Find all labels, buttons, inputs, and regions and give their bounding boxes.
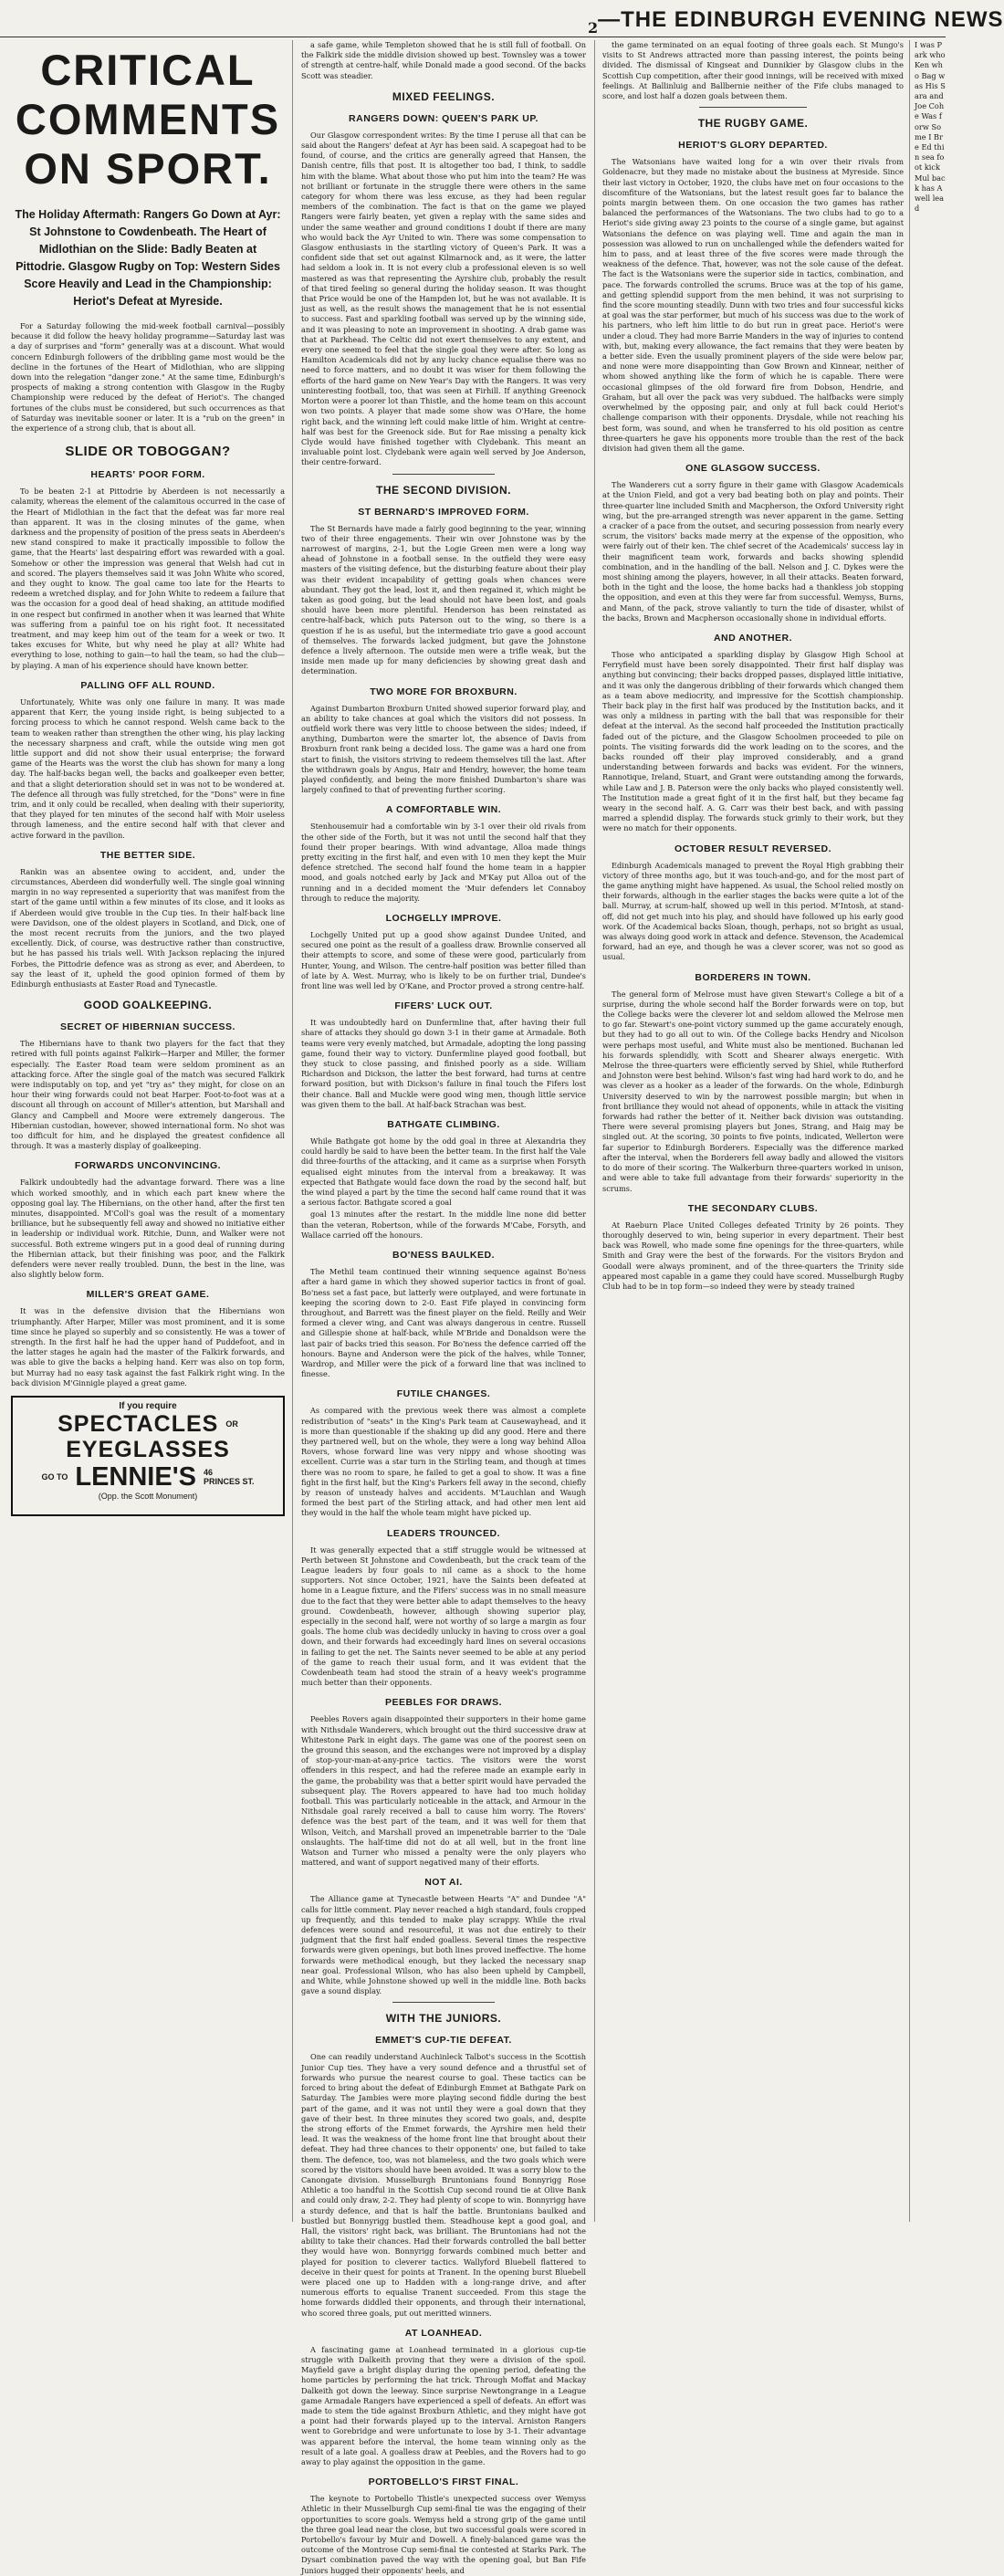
- sub-heading: HEARTS' POOR FORM.: [90, 469, 205, 481]
- sub-heading: FORWARDS UNCONVINCING.: [74, 1160, 222, 1172]
- article-paragraph: It was undoubtedly hard on Dunfermline that, after having their full share of attacks they should go down 3-1 in their game at Armadale. Both teams were very evenly matched, but Armadale, adopting the long passing game, found their way to victory. Dunfermline played good football, but they stuck to close passing, and finished poorly as a side. William Richardson and Dickson, the latter the best forward, had turns at centre forward position, but with Dickson's failure in final touch the Fifers lost their chance. Ball and Muckle were good wing men, though little service was given them to the ball. At half-back Strachan was best.: [301, 1018, 586, 1109]
- ad-eyeglasses: EYEGLASSES: [66, 1437, 230, 1463]
- sub-heading: FUTILE CHANGES.: [396, 1388, 491, 1400]
- sub-heading: BATHGATE CLIMBING.: [387, 1119, 500, 1131]
- sub-heading: FIFERS' LUCK OUT.: [394, 1000, 493, 1012]
- ad-address-number: 46: [203, 1468, 213, 1478]
- divider: [392, 474, 495, 475]
- sub-heading: PORTOBELLO'S FIRST FINAL.: [368, 2477, 519, 2488]
- article-paragraph: Lochgelly United put up a good show against Dundee United, and secured one point as the result of a goalless draw. Brownlie conserved all their attempts to score, and some of these were good, particularly from Hunter, Young, and Wilson. The centre-half position was better filled than of late by A. West. Murray, who is likely to be on further trial, Dundee's front line was well led by O'Kane, and Proctor proved a strong centre-half.: [301, 930, 586, 991]
- sub-heading: NOT AI.: [424, 1877, 463, 1889]
- article-fragment: I was Park who Ken who Bag was His Sara and Joe Cohe Was forw Some I Bre Ed thin sea foot kick Mul back has A well lead: [915, 40, 946, 214]
- page-number: 2: [588, 19, 599, 37]
- article-paragraph: The Alliance game at Tynecastle between Hearts "A" and Dundee "A" calls for little comment. Play never reached a high standard, fouls cropped up frequently, and this tended to make play scrappy. While the rival defences were sound and resourceful, it was not due entirely to their judgment that the first half ended goalless. Several times the respective forwards were given openings, but both lines proved ineffective. The home forwards were methodical enough, but they lacked the necessary snap near goal. Professional Wilson, who has also been upheld by Campbell, and White, while Johnstone showed up well in the middle line. Both backs gave a sound display.: [301, 1894, 586, 1996]
- sub-heading: SECRET OF HIBERNIAN SUCCESS.: [60, 1021, 235, 1033]
- page-header: [0, 0, 1004, 37]
- article-paragraph: a safe game, while Templeton showed that he is still full of football. On the Falkirk side the middle division showed up best. Townsley was a tower of strength at centre-half, while Donald made a good second. Of the backs Scott was steadier.: [301, 40, 586, 80]
- article-paragraph: A fascinating game at Loanhead terminated in a glorious cup-tie struggle with Dalkeith proving that they were a division of the spoil. Mayfield gave a bright display during the opening period, defeating the home particles by performing the hat trick. Through Moffat and Mackay Dalkeith got down the leeway. Since surprise Newtongrange in a League game Armadale Rangers have experienced a spell of defeats. An effort was made to stem the tide against Broxburn Athletic, and they might have got a point had their forwards played up to the interval. Arniston Rangers went to Gorebridge and were unfortunate to lose by 3-1. Their advantage was apparent before the interval, the home team winning only as the result of a late goal. A goalless draw at Peebles, and the Rovers had to go away to play against the opposition in the game.: [301, 2344, 587, 2466]
- article-paragraph: While Bathgate got home by the odd goal in three at Alexandria they could hardly be said to have been the better team. In the first half the Vale did three-fourths of the attacking, and it came as a surprise when Forsyth equalised eight minutes from the interval from a breakaway. It was expected that Bathgate would face down the road by the second half, but the wind played a part by the time the second half came round that it was a serious factor. Bathgate scored a goal: [301, 1136, 586, 1208]
- sub-heading: AT LOANHEAD.: [404, 2327, 483, 2339]
- article-paragraph: One can readily understand Auchinleck Talbot's success in the Scottish Junior Cup ties. They have a very sound defence and a thrustful set of forwards who pursue the nearest course to goal. These tactics can be forced to bring about the defeat of Edinburgh Emmet at Bathgate Park on Saturday. The Jambies were more playing second fiddle during the best part of the game, and it was not until they were a goal down that they gave of their best. In three minutes they scored two goals, and, despite the strong efforts of the Emmet forwards, the Ayrshire men held their lead. It was the weakness of the home front line that brought about their defeat. They had three chances to their opponents' one, but failed to take them. The defence, too, was not blameless, and the two goals which were scored by the visitors should have been avoided. It was a sorry blow to the Canongate division. Musselburgh Bruntonians found Bonnyrigg Rose Athletic a too handful in the Scottish Cup second round tie at Olive Bank and could only draw, 2-2. They had plenty of scope to win. Bonnyrigg have a sturdy defence, and that is half the battle. Bruntonians baulked and bustled but Bonnyrigg bustled them. Steadhouse kept a good goal, and Hall, the visitors' right back, was brilliant. The Bruntonians had not the ability to take their chances. Had their forwards controlled the ball better they would have won. Bonnyrigg forwards combined much better and played for position to cleverer tactics. Wallyford Bluebell flattered to deceive in their quest for points at Tranent. In the opening burst Bluebell were placed one up to Hadden with a long-range drive, and after numerous efforts to equalise Tranent succeeded. From this stage the home forwards diddled their opponents, and through their international, who scored three goals, put out meritted winners.: [301, 2052, 586, 2318]
- ad-goto: GO TO: [41, 1472, 68, 1482]
- ad-intro: If you require: [119, 1401, 177, 1412]
- sub-heading: ST BERNARD'S IMPROVED FORM.: [358, 506, 529, 518]
- section-heading: GOOD GOALKEEPING.: [83, 999, 213, 1012]
- article-paragraph: For a Saturday following the mid-week football carnival—possibly because it did follow the heavy holiday programme—Saturday last was a day of surprises and "form" generally was at a discount. What would concern Edinburgh followers of the dribbling game most would be the decline in the fortunes of the Heart of Midlothian, who are slipping down into the relegation "danger zone." At the same time, Edinburgh's prospects of making a strong contention with Glasgow in the Rugby Championship were reduced by the defeat of Heriot's. The changed fortunes of the clubs must be considered, but such occurrences as that of Saturday was inevitable sooner or later. It is a "rub on the green" in the experience of a strong club, that is about all.: [11, 321, 285, 434]
- column-rule: [594, 40, 595, 2222]
- article-paragraph: It was in the defensive division that the Hibernians won triumphantly. After Harper, Miller was most prominent, and it is some time since he played so superbly and so consistently. He was a tower of strength. In the first half he had the upper hand of Puddefoot, and in the latter stages he again had the master of the Falkirk forwards, and was able to give the backs a helping hand. Kerr was also on top form, but Murray had no easy task against the fast Falkirk right wing. In the back division M'Ginnigle played a great game.: [11, 1306, 285, 1387]
- divider: [392, 2002, 495, 2003]
- column-4-fragment: [915, 40, 946, 2222]
- sub-heading: THE SECONDARY CLUBS.: [687, 1202, 819, 1214]
- section-heading: SLIDE OR TOBOGGAN?: [65, 444, 231, 460]
- article-paragraph: The Methil team continued their winning sequence against Bo'ness after a hard game in which they showed superior tactics in front of goal. Bo'ness set a fast pace, but latterly were outplayed, and were fortunate in keeping the scoring down to 2-0. East Fife played in convincing form throughout, and Barrett was the finest player on the field. Reilly and Weir formed a clever wing, and Cant was always dangerous in centre. Russell and Gillespie shone at half-back, while M'Bride and Donaldson were the last pair of backs tried this season. For Bo'ness the defence carried off the honours. Bayne and Anderson were the pick of the halves, while Tonner, Wardrop, and Miller were the pick of a forward line that was inclined to finesse.: [301, 1267, 586, 1379]
- ad-address: [204, 1468, 255, 1486]
- headline-deck: The Holiday Aftermath: Rangers Go Down at Ayr: St Johnstone to Cowdenbeath. The Heart of Midlothian on the Slide: Badly Beaten at Pittodrie. Glasgow Rugby on Top: Western Sides Score Heavily and Lead in the Championship: Heriot's Defeat at Myreside.: [15, 208, 281, 308]
- article-paragraph: The Watsonians have waited long for a win over their rivals from Goldenacre, but they made no mistake about the business at Myreside. Since their last victory in October, 1920, the clubs have met on four occasions to the discomfiture of the Watsonians, but the latest result goes far to balance the points margin between them. On one occasion the two games has rather balanced the performances of the Watsonians. The two clubs had to go to a Heriot's side giving away 23 points to the course of a single game, but against Watsonians the defence on was playing well. Time and again the man in possession was allowed to run on unchallenged while the defenders waited for him to pass, and at least three of the five scores were made through the weakness of the defence. That, however, was not the sole cause of the defeat. The fact is the Watsonians were the superior side in tactics, combination, and pace. The forwards controlled the scrums. Bruce was at the top of his game, and getting splendid support from the men behind, it was not surprising to find the score mounting steadily. Dunn with two tries and four successful kicks at goal was the star performer, but much of his success was due to the work of his partners, who left him little to do but run in great pace. Heriot's were under a cloud. They had more Barrie Manders in the way of injuries to contend with, but, making every allowance, the fact remains that they were beaten by a better side. Even the usually prominent players of the side were below par, and none were more disappointing than Gow Brown and Kinnear, neither of whom showed anything like the form of which he is capable. There were occasional glimpses of the old forward fire from Dobson, Hendrie, and Graham, but all over the pack was very subdued. The halfbacks were simply overwhelmed by the opposing pair, and only at full back could Heriot's challenge comparison with their opponents. Drysdale, while not reaching his best form, was sound, and when he transferred to his old position as centre three-quarters he gave his opponents more trouble than the rest of the back division had given them all the game.: [602, 157, 904, 453]
- article-paragraph: It was generally expected that a stiff struggle would be witnessed at Perth between St Johnstone and Cowdenbeath, but the crack team of the League leaders by four goals to nil came as a shock to the home supporters. Not since October, 1921, have the Saints been defeated at home in a League fixture, and the Fifers' success was in no small measure due to the fact that they were better able to adapt themselves to the heavy ground. Cowdenbeath, however, although showing superior play, especially in the second half, were not worthy of so large a margin as four goals. The home club was decidedly unlucky in having to cross over a goal down, and their forwards had exceedingly hard lines on several occasions in failing to get the net. The Saints never seemed to be able at any period of the game to reach their usual form, and it was evident that the Cowdenbeath team had stood the strain of a heavy week's programme much better than their opponents.: [301, 1545, 586, 1688]
- sub-heading: A COMFORTABLE WIN.: [385, 804, 502, 816]
- article-paragraph: Rankin was an absentee owing to accident, and, under the circumstances, Aberdeen did wonderfully well. The single goal winning margin in no way represented a superiority that was manifest from the start of the game until within a few minutes of its close, and it looks as if Aberdeen would give trouble in the Cup ties. In their half-back line were Davidson, one of the oldest players in Scotland, and Dick, one of the most recent recruits from the juniors, and the two played excellently. Dick, of course, was destructive rather than constructive, but he has passed his trials well. With Jackson replacing the injured Forbes, the Pittodrie defence was as strong as ever, and Aberdeen, to say the least of it, upheld the good opinion formed of them by Edinburgh enthusiasts at Easter Road and Tynecastle.: [11, 866, 285, 989]
- article-paragraph: The keynote to Portobello Thistle's unexpected success over Wemyss Athletic in their Musselburgh Cup semi-final tie was the engaging of their opportunities to score goals. Wemyss held a strong grip of the game until the three goal lead near the close, but two successful goals were scored in Portobello's favour by Muir and Dowell. A finely-balanced game was the outcome of the Montrose Cup semi-final tie contested at Starks Park. The Dysart combination paved the way with the opening goal, but Ban Fife Juniors hugged their opponents' heels, and: [301, 2494, 586, 2575]
- article-paragraph: The St Bernards have made a fairly good beginning to the year, winning two of their three engagements. Their win over Johnstone was by the narrowest of margins, 2-1, but the Logie Green men were a long way ahead of Johnstone in a football sense. In the outfield they were easy masters of the visiting defence, but the disturbing feature about their play was their evident incapability of getting goals when chances were abundant. They got the lead, lost it, and then regained it, which might be taken as good going, but the lead should not have been lost, and goals should have been more plentiful. Henderson has been reinstated as centre-half-back, which puts Paterson out to the wing, so there is a question if he is as useful, but the intermediate trio gave a good account of themselves. The forwards lacked judgment, but gave the Johnstone defence a lively afternoon. The outside men were a trifle weak, but the inside men made up for many deficiencies by showing great dash and determination.: [301, 523, 586, 676]
- article-paragraph: At Raeburn Place United Colleges defeated Trinity by 26 points. They thoroughly deserved to win, being superior in every department. Their best back was Rowell, who made some fine openings for the three-quarters, while Smith and Gray were the best of the forwards. For the visitors Brydon and Goodall were always prominent, and of the three-quarters the Trinity side appeared most capable in a game they could have scored. Musselburgh Rugby Club had to be in top form—so indeed they were by steady trained: [602, 1220, 904, 1291]
- sub-heading: BORDERERS IN TOWN.: [695, 971, 811, 983]
- ad-spectacles: SPECTACLES: [58, 1411, 219, 1438]
- article-paragraph: As compared with the previous week there was almost a complete redistribution of "seats" in the King's Park team at Causewayhead, and it is more than questionable if the shaking up did any good. Here and there they partnered well, but on the whole, they were a long way behind Alloa Rovers, whose forward line was very nippy and whose shooting was excellent. Currie was a star turn in the Stirling team, and though at times there was no room to spare, he failed to get a goal to show. It was a fine fight in the first half, but the King's Parkers fell away in the second, chiefly by reason of unsteady halves and accidents. M'Lauchlan and Waugh formed the best part of the Stirling attack, and had other men lent aid they would in the half the whole team might have picked up.: [301, 1406, 586, 1518]
- column-3: [602, 40, 904, 2222]
- article-paragraph: Stenhousemuir had a comfortable win by 3-1 over their old rivals from the other side of the Forth, but it was not until the second half that they found their proper bearings. With wind advantage, Alloa made things pretty exciting in the first half, and even with 10 men they kept the Muir defence stretched. The second half found the home team in a happier mood, and goals notched early by Jack and M'Kay put Alloa out of the running and in a decided moment the 'Muir defenders let Connaboy through to reduce the majority.: [301, 822, 586, 903]
- column-1: [11, 40, 285, 2222]
- article-paragraph: Edinburgh Academicals managed to prevent the Royal High grabbing their victory of three months ago, but it was touch-and-go, and for the most part of the game anything might have happened. As usual, the School relied mostly on their forwards, although in the earlier stages the backs were quite a lot of the ball. Murray, at scrum-half, showed up well in this period. M'Intosh, at stand-off, did not get much into his play, and should have followed up his early good work. Of the Academical backs Sloan, though, perhaps, not so bright as usual, was always doing good work in attack and defence. Stevenson, the Academical forward, had an eye, and though he was a clever scorer, was not so good as usual.: [602, 860, 904, 962]
- article-paragraph: The Wanderers cut a sorry figure in their game with Glasgow Academicals at the Union Field, and got a very bad beating both on play and points. Their three-quarter line included Smith and Macpherson, the Oxford University right wing, but the pre-arranged strength was never apparent in the game. Setting a cracker of a pace from the outset, and securing possession from nearly every scrum, the visitors' backs made merry at the expense of the opposition, who were fairly out of their ken. The chief secret of the Academicals' success lay in their magnificent team work, forwards and backs showing splendid combination, and in the handling of the ball. Nelson and J. C. Dykes were the most shining among the players, however, in all their attacks. Beaten forward, both in the tight and the loose, the home backs had a thankless job stopping the opposition, and even at this they were far from successful. Wemyss, Burns, and Mann, of the pack, strove valiantly to turn the tide of disaster, whilst of the backs, Brown and Macpherson occasionally shone in individual efforts.: [602, 480, 904, 623]
- article-paragraph: Against Dumbarton Broxburn United showed superior forward play, and an ability to take chances at goal which the visitors did not possess. In outfield work there was very little to choose between the sides; indeed, if anything, Dumbarton were the smarter lot, the absence of Davis from Broxburn front rank being a decided loss. The game was a hard one from start to finish, the visitors striving to redeem themselves till the last. After the withdrawn goals by Angus, Hair and Hendry, however, the home team played confidently, and being the more finished Dumbarton's share was largely confined to that of preventing further scoring.: [301, 703, 586, 795]
- article-paragraph: The general form of Melrose must have given Stewart's College a bit of a surprise, during the whole second half the Border forwards were on top, but the College backs were the cleverer lot and seldom allowed the Melrose men to go far. Stewart's one-point victory summed up the game accurately enough, but they had to go all out to win. Of the College backs Hendry and Nicolson were perhaps most useful, and White must also be mentioned. Buchanan led his forwards splendidly, with Scott and Shearer always energetic. With Melrose the three-quarters were efficiently served by Shiel, while Rutherford and Johnston were best behind. Wilson's fast wing had hard work to do, and he was clever as a hooker as a leader of the forwards. On the whole, Edinburgh University deserved to win by the narrowest possible margin; but when in front brilliance they would not ahead of opponents, while in attack the visiting forwards had rather the better of it. Neither back division was outstanding. There were several promising players but Jones, Strang, and Haig may be singled out. At the scoring, 30 points to five points, indicated, Wellerton were far superior to Edinburgh Borderers. Especially was the difference marked after the interval, when the Borderers fell away badly and allowed the visitors to do more of their scoring. The Walkerburn three-quarters worked in unison, and were able to take full advantage from their forwards' superiority in the scrums.: [602, 989, 904, 1193]
- sub-heading: EMMET'S CUP-TIE DEFEAT.: [375, 2035, 512, 2047]
- section-heading: THE RUGBY GAME.: [697, 117, 809, 131]
- article-paragraph: To be beaten 2-1 at Pittodrie by Aberdeen is not necessarily a calamity, whereas the element of the calamitous occurred in the case of the Heart of Midlothian in the fact that the defeat was far more real than apparent. It was in the closing minutes of the game, when darkness and the propensity of position of the press seats in Aberdeen's new stand conspired to make it practically impossible to follow the game, that the Hearts' last despairing effort was rewarded with a goal. Somehow or other the impression was general that Welsh had cut in and scored. The players themselves said it was John White who scored, and they ought to know. The goal came too late for the Hearts to redeem a wretched display, and for John White to redeem a failure that was the occasion for a good deal of head shaking, an attitude modified in one respect but confirmed in another when it was learned that White was suffering from a painful toe on his right foot. It necessitated treatment, and may keep him out of the team for a week or two. It takes excuses for White, but why need he play at all? White had everything to lose, nothing to gain—to hail the team, so had the club—by playing. A man of his experience should have known better.: [11, 487, 285, 670]
- ad-brand: LENNIE'S: [75, 1462, 196, 1492]
- ad-or: OR: [225, 1419, 238, 1429]
- sub-heading: HERIOT'S GLORY DEPARTED.: [678, 140, 828, 152]
- section-heading: THE SECOND DIVISION.: [375, 483, 512, 497]
- article-paragraph: Those who anticipated a sparkling display by Glasgow High School at Ferryfield must have been sorely disappointed. Their first half display was anything but convincing; their backs dropped passes, displayed little initiative, and it was only the dangerous dribbling of their forwards which changed them as a team above mediocrity, and impressive for the Scottish championship. Their back play in the first half was produced by the Institution backs, and it was only a mildness in parting with the ball that was responsible for their defeat at the interval. As the second half proceeded the Institution practically faded out of the picture, and the Glasgow Schoolmen proceeded to pile on points. The visiting forwards did the work leading on to the scores, and the backs rounded off their play improved considerably, and a grand understanding between forwards and backs was evident. For the winners, Rannotique, Ireland, Stuart, and Grant were outstanding among the forwards, while Law and J. B. Paterson were the only backs who played consistently well. The Institution made a great fight of it in the first half, but they became fag weary in the second half. A. G. Carr was their best back, and with passing marred a splendid display. The forwards stuck grimly to their work, but they were no match for their opponents.: [602, 649, 904, 833]
- ad-location-note: (Opp. the Scott Monument): [98, 1492, 198, 1502]
- article-paragraph: Our Glasgow correspondent writes: By the time I peruse all that can be said about the Rangers' defeat at Ayr has been said. A scapegoat had to be found, of course, and the critics are generally agreed that Hansen, the Danish centre, fills that post. It is altogether too bad, I think, to saddle him with the blame. What about those who put him into the team? He was not brilliant or fortunate in the struggle there were others in the same category for whom there was less excuse, as they had been regular members of the combination. The fact is that on the game we played Rangers were fairly beaten, yet given a replay with the same sides and under the same weather and ground conditions I doubt if there are many who would back the Ayr United to win. There was some compensation to Glasgow enthusiasts in the startling victory of Queen's Park. It was a confident side that set out against Kilmarnock and, as it were, the latter had seldom a look in. It is not every club a professional eleven is so well mastered as was that representing the Ayrshire club, probably the result of that tired feeling so general during the holiday season. It was thought that Price would be one of the Hampden lot, but he was not available. It is just as well, as the result shows the management that he is not essential to success. Fast and sparkling football was served up by the winning side, and it was pleasing to note an improvement in shooting. A drab game was that at Parkhead. The Celtic did not exert themselves to any extent, and every one seemed to feel that the single goal they were after. So long as Hamilton Academicals did not by any lucky chance equalise there was no need to force matters, and no doubt it was wiser for them following the efforts of the hard game on New Year's Day with the Rangers. It was very uninteresting football, too, that was seen at Firhill. If anything Greenock Morton were a poorer lot than Thistle, and the home team on this account won two points. A player that made some show was O'Hare, the home right back, and the winning left could make little of him. Wright at centre-half was best for the Greenock side. But for Rae missing a penalty kick Clyde would have finished together with Clydebank. This meant an invaluable point lost. Clydebank were again well served by Joe Anderson, their centre-forward.: [301, 130, 586, 467]
- article-paragraph: Peebles Rovers again disappointed their supporters in their home game with Nithsdale Wanderers, which brought out the third successive draw at Whitestone Park in eight days. The game was one of the poorest seen on the ground this season, and the exchanges were not improved by a display of stop-your-man-at-any-price tactics. The visitors were the worst offenders in this respect, and had the referee made an example early in the game, the probability was that a better spirit would have pervaded the subsequent play. The Rovers appeared to have had too much holiday football. This was particularly noticeable in the attack, and Armour in the Nithsdale goal rarely received a ball to cause him worry. The Rovers' defence was the best part of the team, and it was well for them that Wilson, Veitch, and Marshall proved an impenetrable barrier to the 'Dale onslaughts. The half-time did not do at all well, but in the front line Watson and Turner who missed a penalty were the only players who mattered, and want of support negatived many of their efforts.: [301, 1714, 586, 1868]
- article-paragraph: the game terminated on an equal footing of three goals each. St Mungo's visits to St Andrews attracted more than passing interest, the points being divided. The dismissal of Kingseat and Dunnikier by Glasgow clubs in the Scottish Cup competition, after their good innings, will be received with mixed feelings. At Ballinluig and Ballbernie neither of the Fife clubs managed to score, and lost half a dozen goals between them.: [602, 40, 904, 101]
- sub-heading: LEADERS TROUNCED.: [386, 1527, 500, 1539]
- sub-heading: RANGERS DOWN: QUEEN'S PARK UP.: [349, 112, 539, 124]
- article-paragraph: Unfortunately, White was only one failure in many. It was made apparent that Kerr, the young inside right, is being subjected to a forcing process to which he cannot respond. Welsh came back to the team to weaken rather than strengthen the other wing, his play lacking the necessary sharpness and craft, while the outside wing men got little support and did not show their usual enterprise; the forward game of the Hearts was the worst the club has shown for many a long day. The half-backs began well, the backs and goalkeeper even better, and that a slight deterioration should set in was not to be wondered at. The defence all through was fully stretched, for the "Dons" were in fine trim, and it only could be recalled, when dealing with their superiority, that they played for ten minutes of the second half with Moir useless through lameness, and the entire second half with that clever and active forward in the pavilion.: [11, 696, 285, 840]
- masthead: —THE EDINBURGH EVENING NEWS: [598, 7, 1004, 32]
- column-rule: [292, 40, 293, 2222]
- sub-heading: OCTOBER RESULT REVERSED.: [674, 843, 832, 854]
- sub-heading: TWO MORE FOR BROXBURN.: [370, 686, 518, 697]
- sub-heading: MILLER'S GREAT GAME.: [86, 1289, 210, 1301]
- sub-heading: ONE GLASGOW SUCCESS.: [685, 463, 821, 475]
- main-headline: CRITICAL COMMENTS ON SPORT.: [15, 46, 281, 193]
- spectacles-advertisement: [11, 1396, 285, 1516]
- sub-heading: AND ANOTHER.: [713, 632, 793, 644]
- ad-address-street: PRINCES ST.: [203, 1477, 255, 1487]
- section-heading: MIXED FEELINGS.: [392, 89, 496, 103]
- column-2: [301, 40, 587, 2575]
- section-heading: WITH THE JUNIORS.: [385, 2012, 502, 2026]
- article-paragraph: Falkirk undoubtedly had the advantage forward. There was a line which worked smoothly, and in which each part knew where the opposing goal lay. The Hibernians, on the other hand, after the first ten minutes, disappointed. M'Coll's goal was the result of a momentary brilliance, but he subsequently fell away and showed no initiative either in leadership or individual work. Ritchie, Dunn, and Walker were not successful. Both extreme wingers put in a good deal of running during the Hibernian attack, but their finishing was poor, and the Falkirk defenders were never really troubled. Dunn, the best in the line, was also slightly below form.: [11, 1178, 285, 1280]
- sub-heading: BO'NESS BAULKED.: [392, 1250, 495, 1262]
- sub-heading: THE BETTER SIDE.: [99, 849, 196, 861]
- sub-heading: LOCHGELLY IMPROVE.: [385, 913, 502, 925]
- column-rule: [909, 40, 910, 2222]
- sub-heading: PALLING OFF ALL ROUND.: [80, 679, 215, 691]
- article-paragraph: goal 13 minutes after the restart. In the middle line none did better than the veteran, Robertson, while of the forwards M'Cabe, Forsyth, and Wallace carried off the honours.: [301, 1209, 586, 1240]
- sub-heading: PEEBLES FOR DRAWS.: [384, 1697, 502, 1709]
- divider: [699, 107, 808, 108]
- article-paragraph: The Hibernians have to thank two players for the fact that they retired with full points against Falkirk—Harper and Miller, the former especially. The Easter Road team were seldom prominent as an attacking force. After the single goal of the match was secured Falkirk were indisputably on top, and yet "try as" they might, for close on an hour their wing forwards could not beat Harper. Foot-to-foot was at a discount all through on account of Miller's attention, but Marshall and Glancy and Campbell and Moore were extremely dangerous. The Hibernian custodian, however, showed international form. No shot was too difficult for him, and he displayed the greatest confidence all through. It was a masterly display of goalkeeping.: [11, 1039, 285, 1151]
